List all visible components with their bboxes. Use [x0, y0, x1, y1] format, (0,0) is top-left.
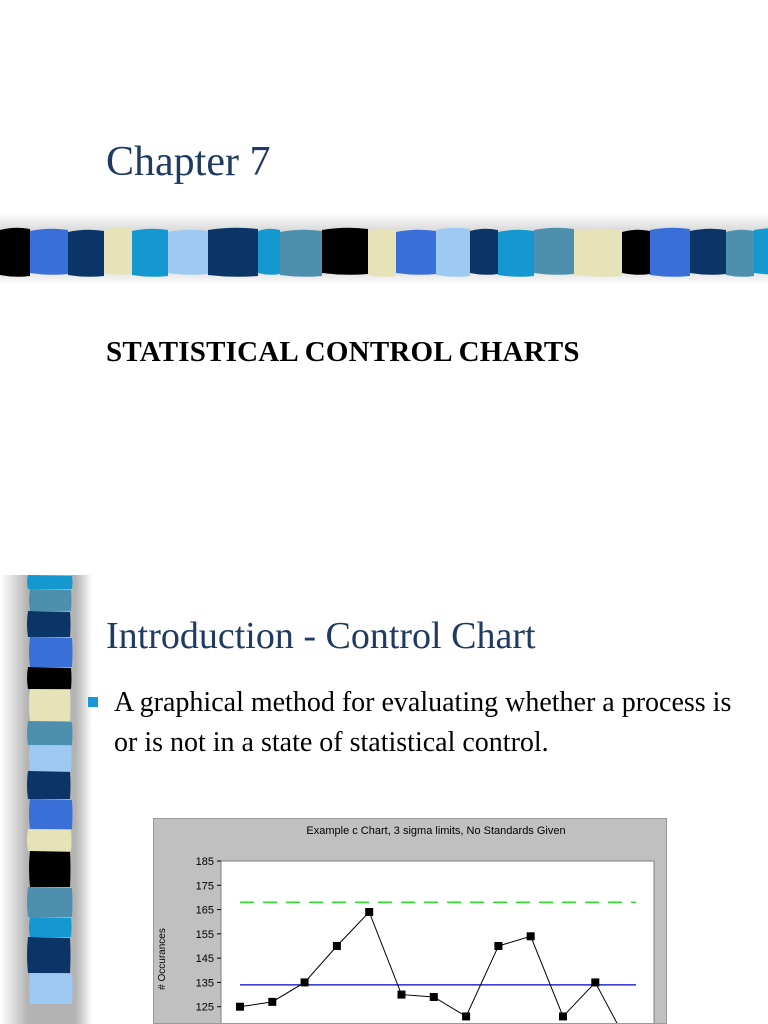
slide-title: Introduction - Control Chart	[106, 615, 536, 657]
band-segment	[534, 228, 574, 275]
bullet-square-icon	[88, 697, 98, 707]
band-segment	[436, 228, 470, 277]
strip-segment	[29, 637, 73, 667]
strip-segment	[27, 575, 73, 589]
chapter-title: Chapter 7	[106, 139, 271, 185]
control-chart-svg	[154, 819, 666, 1023]
y-tick-label: 155	[195, 928, 214, 941]
decorative-color-strip	[26, 575, 74, 1024]
band-segment	[30, 229, 68, 275]
band-segment	[322, 228, 368, 275]
data-point	[236, 1003, 244, 1011]
band-segment	[726, 230, 754, 277]
y-tick-label: 175	[195, 880, 214, 893]
data-point	[398, 991, 406, 999]
band-segment	[258, 229, 280, 275]
data-point	[527, 932, 535, 940]
chapter-subtitle: STATISTICAL CONTROL CHARTS	[106, 336, 580, 368]
y-tick-label: 165	[195, 904, 214, 917]
band-segment	[0, 228, 30, 277]
slide-introduction	[0, 575, 768, 1024]
y-tick-label: 185	[195, 856, 214, 868]
band-segment	[754, 228, 768, 275]
y-tick-label: 135	[195, 977, 214, 990]
band-segment	[650, 228, 690, 277]
band-segment	[280, 230, 322, 277]
strip-segment	[27, 611, 71, 637]
data-point	[365, 908, 373, 916]
data-point	[559, 1012, 567, 1020]
y-tick-label: 125	[195, 1001, 214, 1014]
strip-segment	[29, 973, 73, 1004]
data-point	[301, 978, 309, 986]
strip-segment	[27, 829, 72, 851]
data-point	[268, 998, 276, 1006]
band-segment	[470, 229, 498, 275]
band-segment	[168, 230, 208, 275]
y-tick-label: 145	[195, 953, 214, 966]
bullet-text: A graphical method for evaluating whether a process is or is not in a state of statistical control.	[114, 687, 732, 758]
band-segment	[208, 228, 258, 277]
decorative-color-band	[0, 226, 768, 278]
strip-segment	[27, 887, 73, 917]
band-segment	[622, 230, 650, 275]
strip-segment	[29, 745, 72, 771]
band-segment	[396, 230, 436, 275]
strip-segment	[29, 689, 71, 721]
band-segment	[498, 230, 534, 277]
chart-title: Example c Chart, 3 sigma limits, No Standards Given	[306, 825, 566, 837]
data-point	[591, 978, 599, 986]
strip-segment	[29, 799, 73, 829]
band-segment	[68, 230, 104, 277]
band-segment	[132, 229, 168, 277]
band-segment	[690, 229, 726, 275]
strip-segment	[27, 937, 71, 973]
strip-segment	[27, 771, 71, 799]
strip-segment	[29, 851, 71, 887]
strip-segment	[29, 917, 72, 937]
strip-segment	[27, 667, 72, 689]
band-segment	[104, 228, 132, 275]
data-point	[494, 942, 502, 950]
strip-segment	[27, 721, 73, 745]
control-chart	[153, 818, 667, 1024]
data-point	[430, 993, 438, 1001]
band-segment	[368, 229, 396, 277]
y-axis-label: # Occurances	[157, 928, 168, 990]
data-point	[333, 942, 341, 950]
data-point	[462, 1012, 470, 1020]
strip-segment	[29, 589, 72, 611]
band-segment	[574, 229, 622, 277]
